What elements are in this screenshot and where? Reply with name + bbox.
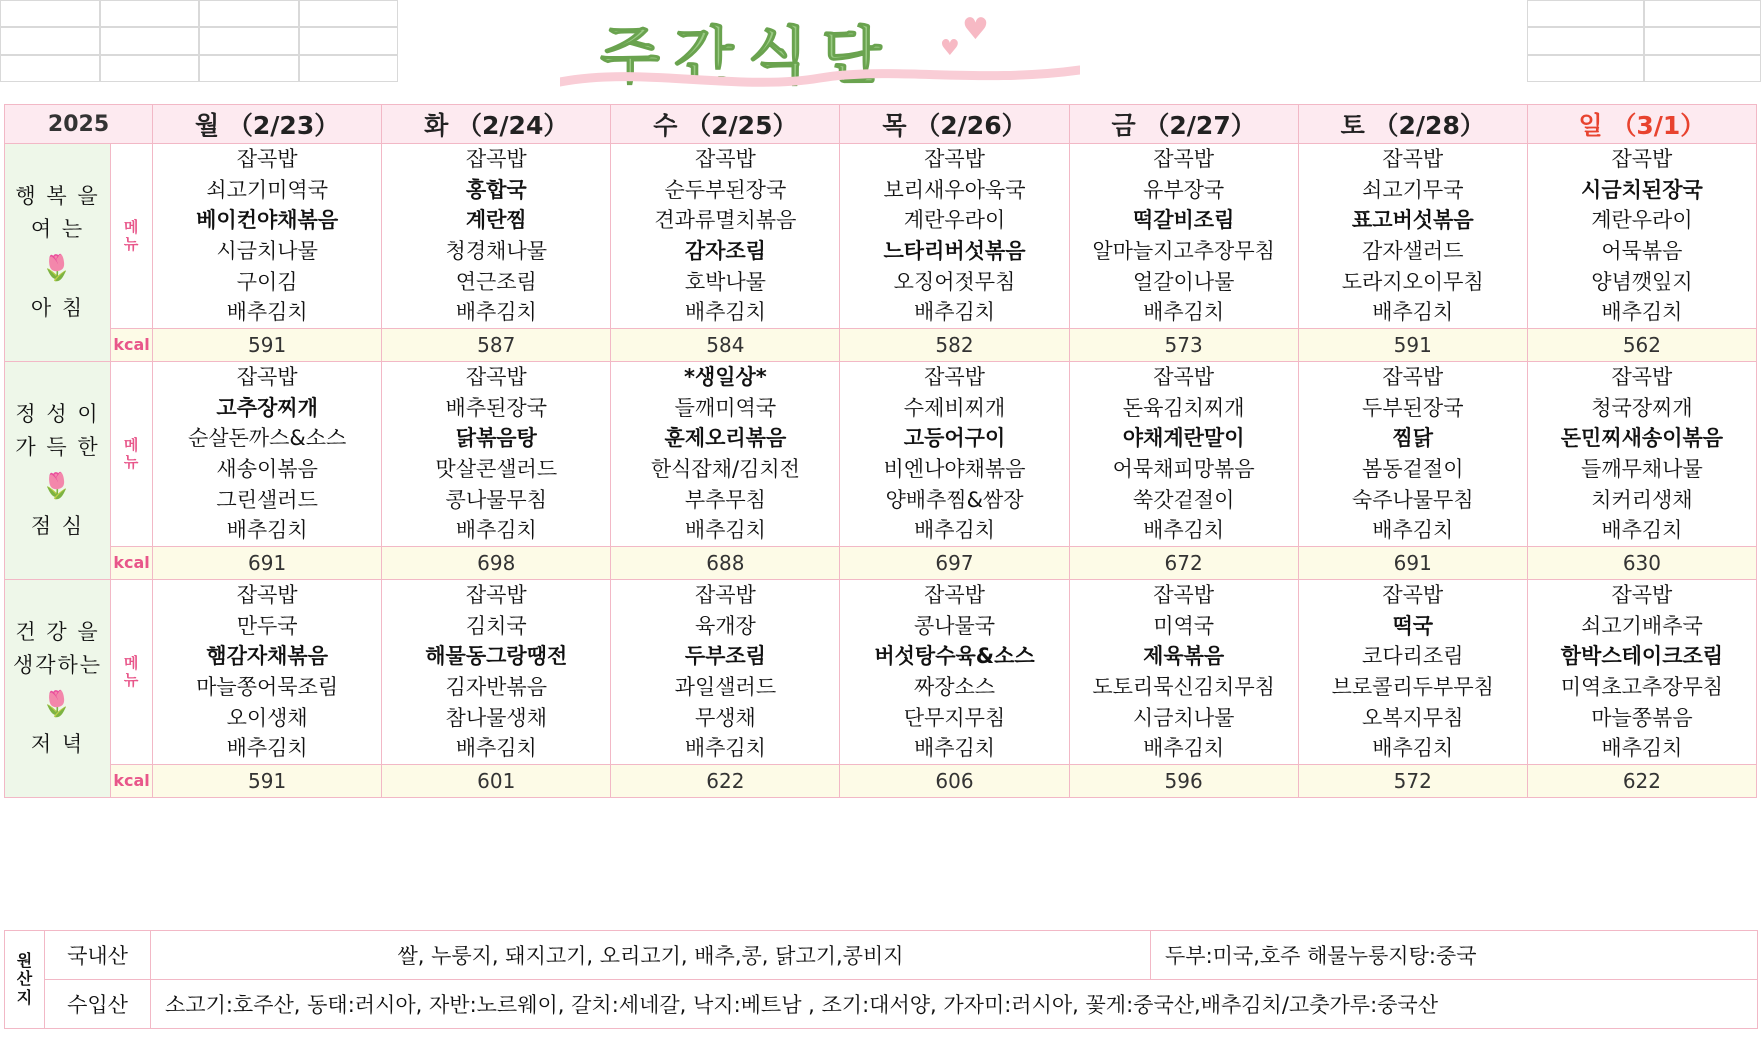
- menu-item: 감자조림: [684, 238, 766, 263]
- menu-item: 배추김치: [1143, 736, 1225, 761]
- origin-vertical-label: [5, 931, 45, 1029]
- lunch-menu-row: [5, 361, 1757, 546]
- menu-cell: [1298, 361, 1527, 546]
- day-header-thu: 목 （2/26）: [840, 105, 1069, 144]
- kcal-value: 630: [1527, 546, 1756, 579]
- menu-item: 구이김: [236, 269, 298, 294]
- day-header-sat: 토 （2/28）: [1298, 105, 1527, 144]
- blank-cell: [299, 0, 399, 27]
- menu-vertical-label: [111, 361, 153, 546]
- menu-item: 배추김치: [913, 300, 996, 325]
- menu-item: 함박스테이크조림: [1560, 644, 1724, 669]
- menu-item: 떡국: [1392, 613, 1434, 638]
- menu-label-char1: 메: [123, 653, 140, 672]
- menu-item: 김자반볶음: [445, 674, 547, 699]
- menu-item: 잡곡밥: [924, 147, 985, 171]
- menu-item: 연근조림: [455, 269, 537, 294]
- menu-item: 고등어구이: [903, 426, 1006, 451]
- menu-item: 쑥갓겉절이: [1132, 487, 1235, 512]
- menu-item: 배추김치: [1601, 518, 1683, 543]
- menu-item: 잡곡밥: [694, 147, 756, 171]
- lunch-kcal-row: [5, 546, 1757, 579]
- menu-item: 한식잡채/김치전: [650, 456, 800, 481]
- menu-cell: [1069, 361, 1298, 546]
- year-label: 2025: [5, 105, 153, 144]
- menu-item: 잡곡밥: [465, 364, 527, 389]
- kcal-value: 562: [1527, 328, 1756, 361]
- origin-table: [4, 930, 1758, 1029]
- menu-cell: [1069, 579, 1298, 764]
- section-line-3: 저 녁: [30, 731, 85, 756]
- kcal-value: 596: [1069, 764, 1298, 797]
- menu-item: 잡곡밥: [1382, 147, 1444, 171]
- kcal-value: 601: [382, 764, 611, 797]
- right-blank-grid: [1527, 0, 1761, 82]
- page-title: 주간식단: [600, 19, 896, 92]
- blank-cell: [1527, 55, 1644, 82]
- kcal-value: 591: [1298, 328, 1527, 361]
- kcal-value: 691: [1298, 546, 1527, 579]
- menu-item: 배추김치: [1143, 518, 1225, 543]
- menu-item: 시금치나물: [216, 238, 318, 263]
- menu-item: 배추김치: [1372, 300, 1454, 325]
- menu-cell: [840, 361, 1069, 546]
- menu-item: 참나물생채: [445, 705, 547, 730]
- menu-item: 떡갈비조림: [1132, 208, 1235, 233]
- menu-item: 만두국: [236, 613, 298, 638]
- menu-item: 양배추찜&쌈장: [885, 487, 1024, 512]
- kcal-value: 688: [611, 546, 840, 579]
- blank-cell: [199, 27, 299, 54]
- menu-item: 배추김치: [1143, 300, 1225, 325]
- breakfast-menu-row: [5, 144, 1757, 329]
- menu-item: 오이생채: [226, 705, 308, 730]
- menu-item: 배추김치: [684, 518, 766, 543]
- menu-item: 홍합국: [465, 177, 527, 202]
- origin-imported-value: 소고기:호주산, 동태:러시아, 자반:노르웨이, 갈치:세네갈, 낙지:베트남 , 조기:대서양, 가자미:러시아, 꽃게:중국산,배추김치/고춧가루:중국산: [151, 980, 1758, 1029]
- blank-cell: [0, 27, 100, 54]
- menu-item: 잡곡밥: [236, 364, 298, 389]
- menu-item: 두부된장국: [1362, 395, 1464, 420]
- menu-item: 코다리조림: [1362, 644, 1464, 669]
- menu-vertical-label: [111, 144, 153, 329]
- menu-item: 짜장소스: [913, 674, 996, 699]
- origin-label-char1: 원: [16, 950, 33, 970]
- menu-item: 시금치된장국: [1581, 177, 1703, 202]
- menu-cell: [611, 144, 840, 329]
- blank-cell: [299, 27, 399, 54]
- menu-item: 잡곡밥: [236, 147, 298, 171]
- menu-cell: [1298, 144, 1527, 329]
- section-line-2: 생각하는: [12, 652, 103, 677]
- menu-item: 견과류멸치볶음: [654, 208, 797, 233]
- menu-label-char1: 메: [123, 435, 140, 454]
- kcal-value: 582: [840, 328, 1069, 361]
- menu-item: 청경채나물: [445, 238, 547, 263]
- menu-item: 시금치나물: [1132, 705, 1235, 730]
- menu-cell: [153, 361, 382, 546]
- menu-item: 치커리생채: [1591, 487, 1693, 512]
- menu-item: 단무지무침: [903, 705, 1006, 730]
- menu-item: 닭볶음탕: [455, 426, 537, 451]
- menu-item: 찜닭: [1392, 426, 1434, 451]
- menu-item: 잡곡밥: [1611, 147, 1673, 171]
- menu-item: 잡곡밥: [1153, 582, 1215, 607]
- menu-item: 버섯탕수육&소스: [874, 644, 1035, 669]
- menu-item: 마늘쫑어묵조림: [196, 674, 339, 699]
- menu-cell: [611, 579, 840, 764]
- kcal-value: 622: [611, 764, 840, 797]
- menu-item: 새송이볶음: [216, 456, 318, 481]
- menu-item: 유부장국: [1143, 177, 1225, 202]
- page-title-wrap: [560, 2, 1080, 98]
- menu-item: 잡곡밥: [465, 147, 527, 171]
- menu-item: 배추김치: [913, 736, 996, 761]
- kcal-value: 606: [840, 764, 1069, 797]
- menu-label-char2: 뉴: [123, 452, 140, 471]
- menu-cell: [382, 361, 611, 546]
- origin-domestic-label: 국내산: [45, 931, 151, 980]
- menu-cell: [1527, 579, 1756, 764]
- kcal-value: 587: [382, 328, 611, 361]
- blank-cell: [0, 55, 100, 82]
- breakfast-kcal-row: [5, 328, 1757, 361]
- menu-item: 햄감자채볶음: [206, 644, 328, 669]
- menu-item: 어묵볶음: [1601, 238, 1683, 263]
- tulip-icon: 🌷: [40, 471, 75, 501]
- menu-item: 브로콜리두부무침: [1331, 674, 1494, 699]
- origin-imported-label: 수입산: [45, 980, 151, 1029]
- menu-cell: [840, 579, 1069, 764]
- menu-item: 계란찜: [465, 208, 527, 233]
- menu-item: 쇠고기미역국: [206, 177, 328, 202]
- menu-item: 배추김치: [226, 518, 308, 543]
- origin-row-domestic: [5, 931, 1758, 980]
- day-header-sun: 일 （3/1）: [1527, 105, 1756, 144]
- table-header-row: [5, 105, 1757, 144]
- menu-item: 배추김치: [1601, 736, 1683, 761]
- menu-cell: [840, 144, 1069, 329]
- menu-item: 잡곡밥: [1382, 582, 1444, 607]
- menu-item: 배추김치: [455, 518, 537, 543]
- menu-item: 콩나물무침: [445, 487, 547, 512]
- menu-cell: [1069, 144, 1298, 329]
- menu-item: 쇠고기배추국: [1581, 613, 1703, 638]
- menu-item: 얼갈이나물: [1132, 269, 1235, 294]
- menu-label-char2: 뉴: [123, 234, 140, 253]
- section-line-1: 건 강 을: [15, 620, 100, 645]
- menu-item: 오징어젓무침: [893, 269, 1016, 294]
- menu-item: 과일샐러드: [674, 674, 777, 699]
- section-line-2: 가 득 한: [15, 434, 100, 459]
- blank-cell: [1527, 27, 1644, 54]
- section-line-3: 아 침: [30, 296, 85, 321]
- dinner-kcal-row: [5, 764, 1757, 797]
- kcal-value: 584: [611, 328, 840, 361]
- menu-vertical-label: [111, 579, 153, 764]
- menu-cell: [382, 144, 611, 329]
- kcal-label: kcal: [111, 764, 153, 797]
- menu-item: 고추장찌개: [216, 395, 318, 420]
- menu-item: 미역초고추장무침: [1560, 674, 1724, 699]
- section-label-breakfast: [5, 144, 111, 362]
- kcal-value: 622: [1527, 764, 1756, 797]
- menu-item: 잡곡밥: [924, 364, 985, 389]
- menu-item: 계란우라이: [903, 208, 1006, 233]
- menu-item: 육개장: [694, 613, 756, 638]
- menu-item: 들깨미역국: [674, 395, 777, 420]
- menu-item: 잡곡밥: [924, 582, 985, 607]
- blank-cell: [1644, 27, 1761, 54]
- menu-item: 알마늘지고추장무침: [1092, 238, 1275, 263]
- blank-cell: [100, 55, 200, 82]
- menu-item: 베이컨야채볶음: [196, 208, 339, 233]
- menu-cell: [1527, 144, 1756, 329]
- menu-item: 순두부된장국: [664, 177, 787, 202]
- menu-item: 잡곡밥: [1153, 147, 1215, 171]
- menu-item: 배추김치: [455, 300, 537, 325]
- menu-item: 잡곡밥: [694, 582, 756, 607]
- menu-item: 야채계란말이: [1122, 426, 1245, 451]
- menu-item: 봄동겉절이: [1362, 456, 1464, 481]
- menu-item: 보리새우아욱국: [883, 177, 1026, 202]
- menu-item: 잡곡밥: [1611, 582, 1673, 607]
- blank-cell: [299, 55, 399, 82]
- menu-item: 잡곡밥: [236, 582, 298, 607]
- menu-item: *생일상*: [683, 364, 767, 389]
- day-header-wed: 수 （2/25）: [611, 105, 840, 144]
- dinner-menu-row: [5, 579, 1757, 764]
- menu-item: 오복지무침: [1362, 705, 1464, 730]
- left-blank-grid: [0, 0, 398, 82]
- origin-domestic-value: 쌀, 누룽지, 돼지고기, 오리고기, 배추,콩, 닭고기,콩비지: [151, 931, 1151, 980]
- menu-cell: [1527, 361, 1756, 546]
- blank-cell: [199, 0, 299, 27]
- menu-item: 배추된장국: [445, 395, 547, 420]
- tulip-icon: 🌷: [40, 689, 75, 719]
- blank-cell: [1527, 0, 1644, 27]
- menu-item: 배추김치: [684, 736, 766, 761]
- menu-item: 마늘쫑볶음: [1591, 705, 1693, 730]
- menu-item: 잡곡밥: [1611, 364, 1673, 389]
- menu-item: 잡곡밥: [1153, 364, 1215, 389]
- blank-cell: [1644, 0, 1761, 27]
- menu-item: 도라지오이무침: [1341, 269, 1484, 294]
- menu-item: 배추김치: [684, 300, 766, 325]
- blank-cell: [0, 0, 100, 27]
- menu-item: 배추김치: [455, 736, 537, 761]
- menu-item: 돈민찌새송이볶음: [1560, 426, 1724, 451]
- menu-item: 호박나물: [684, 269, 766, 294]
- blank-cell: [100, 27, 200, 54]
- section-line-1: 정 성 이: [15, 402, 100, 427]
- kcal-value: 697: [840, 546, 1069, 579]
- menu-item: 배추김치: [1372, 736, 1454, 761]
- menu-item: 느타리버섯볶음: [883, 238, 1026, 263]
- kcal-value: 691: [153, 546, 382, 579]
- swoosh-decoration: [560, 62, 1080, 92]
- menu-item: 해물동그랑땡전: [425, 644, 568, 669]
- menu-item: 무생채: [694, 705, 756, 730]
- day-header-tue: 화 （2/24）: [382, 105, 611, 144]
- heart-icon: ♥: [940, 36, 960, 61]
- menu-item: 청국장찌개: [1591, 395, 1693, 420]
- menu-item: 비엔나야채볶음: [883, 456, 1026, 481]
- kcal-value: 591: [153, 328, 382, 361]
- origin-domestic-value-extra: 두부:미국,호주 해물누룽지탕:중국: [1151, 931, 1758, 980]
- menu-item: 도토리묵신김치무침: [1092, 674, 1275, 699]
- kcal-value: 573: [1069, 328, 1298, 361]
- menu-cell: [153, 579, 382, 764]
- section-label-dinner: [5, 579, 111, 797]
- kcal-value: 591: [153, 764, 382, 797]
- menu-item: 어묵채피망볶음: [1112, 456, 1255, 481]
- kcal-label: kcal: [111, 328, 153, 361]
- menu-item: 배추김치: [913, 518, 996, 543]
- kcal-value: 698: [382, 546, 611, 579]
- origin-row-imported: [5, 980, 1758, 1029]
- menu-item: 감자샐러드: [1362, 238, 1464, 263]
- kcal-value: 672: [1069, 546, 1298, 579]
- menu-label-char2: 뉴: [123, 670, 140, 689]
- origin-label-char2: 산: [16, 969, 33, 989]
- menu-item: 그린샐러드: [216, 487, 318, 512]
- weekly-menu-table: [4, 104, 1757, 798]
- menu-item: 잡곡밥: [465, 582, 527, 607]
- menu-item: 배추김치: [226, 736, 308, 761]
- menu-item: 표고버섯볶음: [1351, 208, 1474, 233]
- kcal-value: 572: [1298, 764, 1527, 797]
- section-line-3: 점 심: [30, 514, 85, 539]
- menu-item: 들깨무채나물: [1581, 456, 1703, 481]
- menu-cell: [611, 361, 840, 546]
- section-line-2: 여 는: [30, 216, 85, 241]
- menu-item: 수제비찌개: [903, 395, 1006, 420]
- menu-item: 배추김치: [1372, 518, 1454, 543]
- menu-item: 배추김치: [1601, 300, 1683, 325]
- menu-item: 미역국: [1153, 613, 1215, 638]
- section-line-1: 행 복 을: [15, 184, 100, 209]
- blank-cell: [199, 55, 299, 82]
- menu-item: 배추김치: [226, 300, 308, 325]
- menu-item: 두부조림: [684, 644, 766, 669]
- menu-item: 김치국: [465, 613, 527, 638]
- day-header-fri: 금 （2/27）: [1069, 105, 1298, 144]
- menu-item: 양념깻잎지: [1591, 269, 1693, 294]
- menu-item: 훈제오리볶음: [664, 426, 787, 451]
- tulip-icon: 🌷: [40, 253, 75, 283]
- menu-label-char1: 메: [123, 217, 140, 236]
- menu-item: 잡곡밥: [1382, 364, 1444, 389]
- blank-cell: [100, 0, 200, 27]
- kcal-label: kcal: [111, 546, 153, 579]
- menu-item: 숙주나물무침: [1351, 487, 1474, 512]
- menu-item: 제육볶음: [1143, 644, 1225, 669]
- menu-item: 콩나물국: [913, 613, 996, 638]
- blank-cell: [1644, 55, 1761, 82]
- section-label-lunch: [5, 361, 111, 579]
- header-decoration: [0, 0, 1761, 98]
- menu-cell: [1298, 579, 1527, 764]
- menu-item: 쇠고기무국: [1362, 177, 1464, 202]
- menu-item: 맛살콘샐러드: [435, 456, 558, 481]
- heart-icon: ♥: [962, 12, 989, 47]
- menu-item: 계란우라이: [1591, 208, 1693, 233]
- menu-item: 순살돈까스&소스: [187, 426, 347, 451]
- origin-label-char3: 지: [16, 987, 33, 1007]
- day-header-mon: 월 （2/23）: [153, 105, 382, 144]
- menu-cell: [153, 144, 382, 329]
- menu-cell: [382, 579, 611, 764]
- menu-item: 돈육김치찌개: [1122, 395, 1245, 420]
- menu-item: 부추무침: [684, 487, 766, 512]
